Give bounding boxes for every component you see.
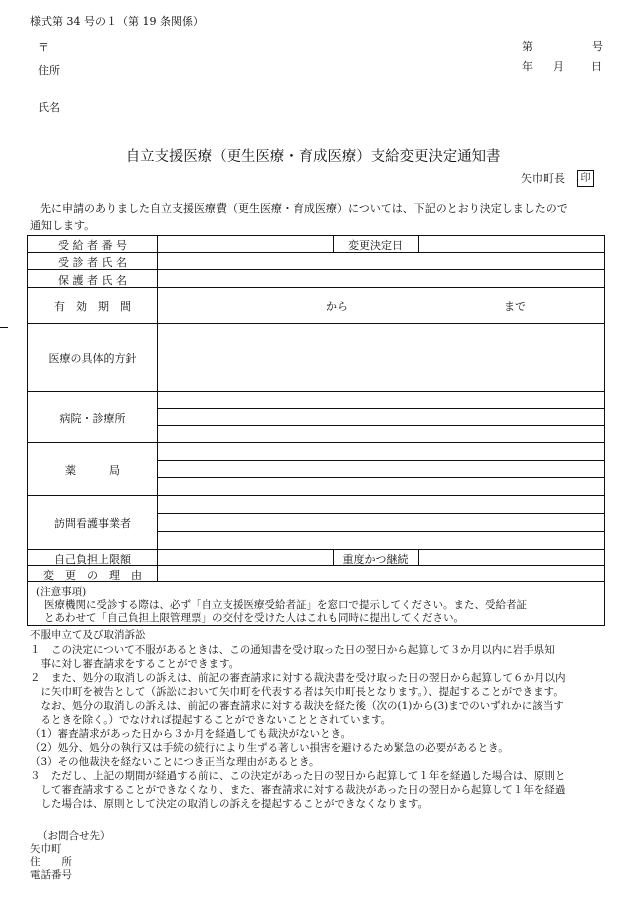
form-number: 様式第 34 号の１（第 19 条関係）	[30, 15, 204, 28]
patient-name-label: 受 診 者 氏 名	[58, 256, 127, 269]
appeal-line: （1）審査請求があった日から３か月を経過しても裁決がないとき。	[30, 728, 352, 740]
guardian-name-label: 保 護 者 氏 名	[58, 274, 127, 287]
column-divider	[418, 549, 419, 565]
issuer-name: 矢巾町長	[521, 172, 565, 185]
change-date-label: 変更決定日	[348, 239, 403, 252]
pharmacy-label: 薬 局	[65, 464, 120, 477]
appeal-line: るときを除く。）でなければ提起することができないこととされています。	[30, 714, 392, 726]
contact-header: （お問合せ先）	[37, 830, 111, 842]
sub-row-divider	[157, 408, 604, 409]
decision-form-table	[27, 235, 605, 582]
appeal-line: して審査請求することができなくなり、また、審査請求に対する裁決があった日の翌日から起算して１年を経過	[30, 784, 566, 796]
appeal-line: なお、処分の取消しの訴えは、前記の審査請求に対する裁決を経た後（次の(1)から(3)までのいずれかに該当す	[30, 700, 564, 712]
sub-row-divider	[157, 425, 604, 426]
hospital-label: 病院・診療所	[59, 412, 126, 425]
row-divider	[28, 495, 604, 496]
postal-mark: 〒	[38, 41, 49, 54]
contact-town: 矢巾町	[30, 843, 62, 855]
copay-limit-label: 自己負担上限額	[54, 553, 131, 566]
appeal-title: 不服申立て及び取消訴訟	[30, 629, 146, 641]
column-divider	[418, 236, 419, 252]
notes-header: (注意事項)	[36, 586, 87, 598]
contact-address-label: 住 所	[30, 856, 72, 868]
recipient-number-label: 受 給 者 番 号	[58, 239, 127, 252]
notes-line: 医療機関に受診する際は、必ず「自立支援医療受給者証」を窓口で提示してください。また、受給者証	[44, 599, 527, 611]
sub-row-divider	[157, 531, 604, 532]
date-day-label: 日	[591, 60, 602, 73]
appeal-line: 事に対し審査請求をすることができます。	[30, 658, 240, 670]
sub-row-divider	[157, 513, 604, 514]
validity-until-label: まで	[504, 300, 526, 313]
date-month-label: 月	[553, 60, 564, 73]
validity-period-label: 有 効 期 間	[54, 300, 131, 313]
document-number-label: 第	[522, 40, 533, 53]
sub-row-divider	[157, 477, 604, 478]
severe-continuous-label: 重度かつ継続	[342, 553, 409, 566]
appeal-line: ３ ただし、上記の期間が経過する前に、この決定があった日の翌日から起算して１年を経過した場合は、原則と	[30, 770, 566, 782]
appeal-line: ２ また、処分の取消しの訴えは、前記の審査請求に対する裁決書を受け取った日の翌日から起算して６か月以内	[30, 672, 566, 684]
appeal-line: に矢巾町を被告として（訴訟において矢巾町を代表する者は矢巾町長となります。）、提起することができます。	[30, 686, 564, 698]
contact-phone-label: 電話番号	[30, 869, 72, 881]
notes-line: とあわせて「自己負担上限管理票」の交付を受けた人はこれも同時に提出してください。	[44, 612, 464, 624]
appeal-line: した場合は、原則として決定の取消しの訴えを提起することができなくなります。	[30, 798, 429, 810]
appeal-line: １ この決定について不服があるときは、この通知書を受け取った日の翌日から起算して３か月以内に岩手県知	[30, 644, 555, 656]
row-divider	[28, 391, 604, 392]
name-label: 氏名	[38, 101, 60, 114]
document-number-unit: 号	[592, 40, 603, 53]
date-year-label: 年	[522, 60, 533, 73]
validity-from-label: から	[326, 300, 348, 313]
appeal-line: （3）その他裁決を経ないことにつき正当な理由があるとき。	[30, 756, 320, 768]
treatment-plan-label: 医療の具体的方針	[48, 352, 137, 365]
nursing-provider-label: 訪問看護事業者	[54, 517, 131, 530]
address-label: 住所	[38, 64, 60, 77]
seal-stamp: 印	[577, 170, 594, 187]
sub-row-divider	[157, 460, 604, 461]
row-divider	[28, 323, 604, 324]
change-reason-label: 変 更 の 理 由	[43, 569, 142, 582]
intro-line-1: 先に申請のありました自立支援医療費（更生医療・育成医療）については、下記のとおり決定しましたので	[40, 202, 568, 215]
intro-line-2: 通知します。	[30, 219, 96, 232]
row-divider	[28, 442, 604, 443]
document-title: 自立支援医療（更生医療・育成医療）支給変更決定通知書	[125, 149, 501, 165]
row-divider	[28, 549, 604, 550]
margin-tick	[0, 327, 8, 328]
appeal-line: （2）処分、処分の執行又は手続の続行により生ずる著しい損害を避けるため緊急の必要があるとき。	[30, 742, 509, 754]
